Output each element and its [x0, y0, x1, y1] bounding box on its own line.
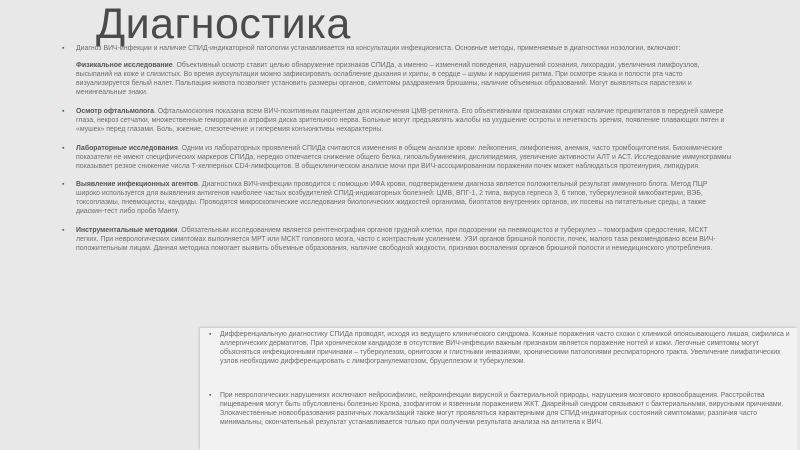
overlay-paragraph-differential [200, 330, 800, 366]
paragraph-intro [62, 44, 732, 53]
paragraph-ophthalmology [62, 107, 732, 134]
page-title: Диагностика [96, 0, 351, 48]
bullet-icon: ▪ [62, 144, 65, 152]
paragraph-heading: Осмотр офтальмолога [76, 107, 154, 115]
overlay-paragraph-neurological [200, 391, 800, 427]
bullet-icon: ▪ [62, 181, 65, 189]
overlay-textbox [200, 328, 797, 450]
paragraph-infectious-agents [62, 180, 732, 216]
paragraph-physical-exam [62, 61, 732, 97]
bullet-icon: ▪ [209, 392, 212, 399]
paragraph-text: . Объективный осмотр ставит целью обнаружение признаков СПИДа, а именно – изменений поведения, нарушений сознания, лихорадки, увеличения лимфоузлов, высыпаний на коже и слизистых. Во время аускультации можно зафиксировать ослабление дыхания и хрипы, в сердце – шумы и нарушения ритма. При осмотре языка и полости рта часто визуализируется белый налет. Пальпация живота позволяет установить размеры органов, симптомы раздражения брюшины, наличие объемных образований. Могут выявляться парастезии и менингеальные знаки. [76, 62, 700, 97]
paragraph-laboratory [62, 144, 732, 171]
overlay-text: Дифференциальную диагностику СПИДа проводят, исходя из ведущего клинического синдрома. Кожные поражения часто схожи с клиникой опоясывающего лишая, сифилиса и аллергических дерматитов. При хроническом кандидозе в отсутствие ВИЧ-инфекции важным признаком является поражение ногтей и кожи. Легочные симптомы могут объясняться инфекционными причинами – туберкулезом, орнитозом и глистными инвазиями, хроническими патологиями респираторного тракта. Увеличение лимфатических узлов необходимо дифференцировать с лимфогранулематозом, бруцеллезом и туберкулезом. [220, 331, 790, 366]
paragraph-heading: Выявление инфекционных агентов [76, 181, 198, 189]
bullet-icon: ▪ [209, 331, 212, 338]
main-content [62, 44, 732, 263]
paragraph-text: . Одним из лабораторных проявлений СПИДа считаются изменения в общем анализе крови: лейкопения, лимфопения, анемия, часто тромбоцитопения. Биохимические показатели не имеют специфических маркеров СПИДа, нередко отмечается снижение общего белка, гипоальбуминемия, дислипидемия, увеличение активности АЛТ и АСТ. Исследование иммунограммы показывает резкое снижение числа Т-хелперных CD4-лимфоцитов. В общеклиническом анализе мочи при ВИЧ-ассоциированном поражении почек может наблюдаться протеинурия, липидурия. [76, 144, 732, 170]
paragraph-heading: Физикальное исследование [76, 62, 173, 70]
bullet-icon: ▪ [62, 226, 65, 234]
paragraph-instrumental [62, 226, 732, 253]
paragraph-heading: Инструментальные методики [76, 226, 178, 234]
paragraph-text: . Диагностика ВИЧ-инфекции проводится с помощью ИФА крови, подтверждением диагноза является положительный результат иммунного блота. Метод ПЦР широко используется для выявления антигенов наиболее частых возбудителей СПИД-индикаторных болезней: ЦМВ, ВПГ-1, 2 типа, вируса герпеса 3, 6 типов, туберкулезной микобактерии, ВЭБ, токсоплазмы, пневмоцисты, кандиды. Проводятся микроскопические исследования биологических жидкостей организма, биоптатов внутренних органов, их посевы на питательные среды, а также диаскин-тест либо проба Манту. [76, 181, 708, 216]
paragraph-text: . Обязательным исследованием является рентгенография органов грудной клетки, при подозрении на пневмоцистоз и туберкулез – томография средостения, МСКТ легких. При неврологических симптомах выполняется МРТ или МСКТ головного мозга, часто с контрастным усилением. УЗИ органов брюшной полости, почек, малого таза рекомендовано всем ВИЧ-положительным лицам. Данная методика помогает выявить объемные образования, наличие свободной жидкости, признаки воспаления органов брюшной полости и немедицинского употребления. [76, 226, 716, 253]
paragraph-text: Диагноз ВИЧ-инфекции и наличие СПИД-индикаторной патологии устанавливается на консультации инфекциониста. Основные методы, применяемые в диагностики нозологии, включают: [76, 45, 681, 52]
bullet-icon: ▪ [62, 45, 65, 52]
overlay-text: При неврологических нарушениях исключают нейросифилис, нейроинфекции вирусной и бактериальной природы, нарушения мозгового кровообращения. Расстройства пищеварения могут быть обусловлены болезнью Крона, эзофагитом и язвенным поражением ЖКТ. Диарейный синдром связывают с бактериальными, вирусными причинами. Злокачественные новообразования различных локализаций также могут проявляться характерными для СПИД-индикаторных состояний симптомами; различия часто минимальны, окончательный результат устанавливается только при получении результата анализа на антитела к ВИЧ. [220, 392, 784, 427]
paragraph-heading: Лабораторные исследования [76, 144, 178, 152]
paragraph-text: . Офтальмоскопия показана всем ВИЧ-позитивным пациентам для исключения ЦМВ-ретинита. Его объективными признаками служат наличие преципитатов в передней камере глаза, некроз сетчатки, множественные геморрагии и атрофия диска зрительного нерва. Больные могут предъявлять жалобы на ухудшение остроты и нечеткость зрения, появление плавающих пятен и «мушек» перед глазами. Боль, жжение, слезотечение и гиперемия конъюнктивы нехарактерны. [76, 107, 725, 134]
bullet-icon: ▪ [62, 107, 65, 115]
